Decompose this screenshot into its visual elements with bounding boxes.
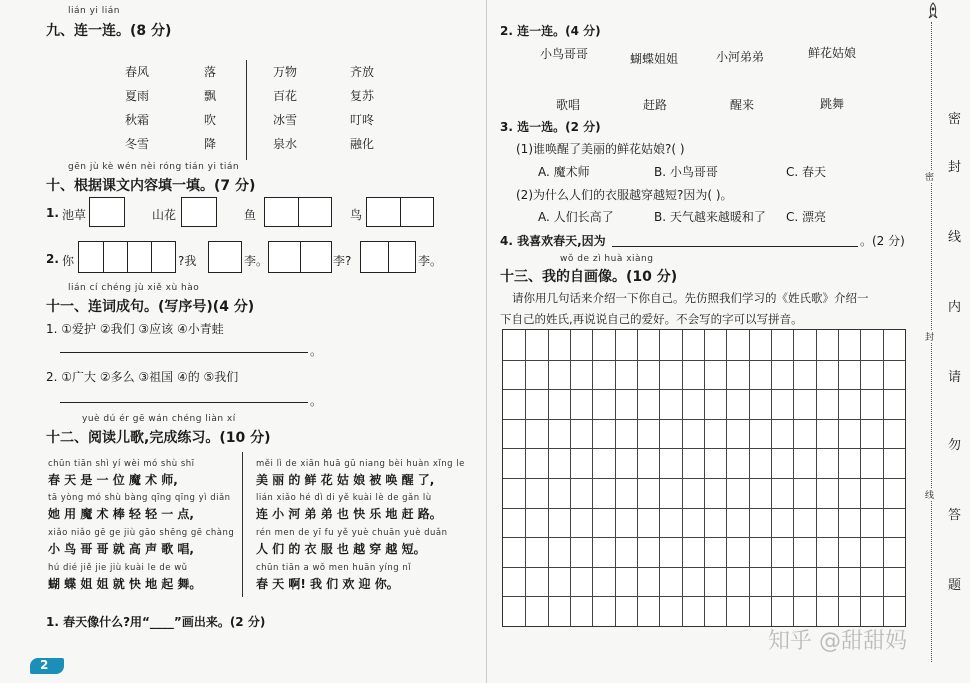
q10-2-e: 李。 [418,254,443,268]
q12-right-pinyin: rén men de yī fu yě yuè chuān yuè duǎn [256,528,448,538]
q9-col1-word[interactable]: 夏雨 [125,89,150,103]
r-q2-bottom-3: 醒来 [730,98,755,112]
q12-right-line: 连 小 河 弟 弟 也 快 乐 地 赶 路。 [256,507,442,521]
q12-pinyin: yuè dú ér gē wán chéng liàn xí [82,414,236,424]
q12-left-line: 她 用 魔 术 棒 轻 轻 一 点, [48,507,194,521]
q10-2-num: 2. [46,252,59,266]
writing-grid[interactable] [502,329,906,627]
q12-left-pinyin: chūn tiān shì yí wèi mó shù shī [48,459,195,469]
r-q3-b-opt-a[interactable]: A. 人们长高了 [538,210,614,224]
q10-1-box-d[interactable] [366,197,434,227]
q9-col3-word[interactable]: 泉水 [273,137,298,151]
r-q13-p1: 请你用几句话来介绍一下你自己。先仿照我们学习的《姓氏歌》介绍一 [512,291,869,305]
q10-1-box-b[interactable] [181,197,217,227]
grid-row-line [503,360,905,361]
q10-1-b: 山花 [152,208,177,222]
q11-dot-2: 。 [310,394,323,408]
q10-2-c: 李。 [244,254,269,268]
q12-title: 十二、阅读儿歌,完成练习。(10 分) [46,430,271,446]
watermark: 知乎 @甜甜妈 [768,629,907,654]
r-q13-title: 十三、我的自画像。(10 分) [500,269,678,285]
r-q13-pinyin: wǒ de zì huà xiàng [560,254,654,264]
q12-right-line: 人 们 的 衣 服 也 越 穿 越 短。 [256,542,426,556]
binding-char-small: 封 [925,330,934,343]
q9-col4-word[interactable]: 融化 [350,137,375,151]
q10-2-b: ?我 [178,254,197,268]
r-q3-b-opt-b[interactable]: B. 天气越来越暖和了 [654,210,766,224]
q10-1-num: 1. [46,206,59,220]
r-q4-tail: 。(2 分) [860,234,905,248]
r-q2-top-4: 鲜花姑娘 [808,46,857,60]
q10-2-box-b[interactable] [208,241,242,273]
q10-1-box-c[interactable] [264,197,332,227]
binding-char: 封 [948,156,961,175]
q10-2-d: 李? [333,254,352,268]
q9-col4-word[interactable]: 叮咚 [350,113,375,127]
r-q3-a-opt-c[interactable]: C. 春天 [786,165,827,179]
q12-question-1: 1. 春天像什么?用“____”画出来。(2 分) [46,615,266,629]
q12-left-line: 春 天 是 一 位 魔 术 师, [48,473,178,487]
q10-1-d: 鸟 [350,208,363,222]
r-q3-title: 3. 选一选。(2 分) [500,120,601,134]
r-q2-bottom-1: 歌唱 [556,98,581,112]
r-q2-bottom-4: 跳舞 [820,97,845,111]
q9-pinyin: lián yi lián [68,6,120,16]
binding-char: 答 [948,504,961,523]
r-q2-top-1: 小鸟哥哥 [540,47,589,61]
q10-pinyin: gēn jù kè wén nèi róng tián yi tián [68,162,240,172]
q9-col3-word[interactable]: 万物 [273,65,298,79]
grid-row-line [503,448,905,449]
q9-col2-word[interactable]: 降 [204,137,217,151]
grid-row-line [503,567,905,568]
q9-title: 九、连一连。(8 分) [46,23,172,39]
q11-sentence-1: 1. ①爱护 ②我们 ③应该 ④小青蛙 [46,322,224,336]
q9-col4-word[interactable]: 复苏 [350,89,375,103]
grid-row-line [503,508,905,509]
q12-left-pinyin: hú dié jiě jie jiù kuài le de wǔ [48,563,188,573]
binding-char: 题 [948,574,961,593]
q9-col3-word[interactable]: 百花 [273,89,298,103]
q9-col4-word[interactable]: 齐放 [350,65,375,79]
q12-right-line: 美 丽 的 鲜 花 姑 娘 被 唤 醒 了, [256,473,435,487]
q10-2-box-d[interactable] [360,241,416,273]
r-q3-a-opt-b[interactable]: B. 小鸟哥哥 [654,165,718,179]
binding-char: 内 [948,296,961,315]
r-q2-top-3: 小河弟弟 [716,50,765,64]
q11-title: 十一、连词成句。(写序号)(4 分) [46,299,255,315]
q11-answer-line-1[interactable] [60,352,308,353]
q9-col2-word[interactable]: 吹 [204,113,217,127]
q9-col3-word[interactable]: 冰雪 [273,113,298,127]
r-q13-p2: 下自己的姓氏,再说说自己的爱好。不会写的字可以写拼音。 [500,312,803,326]
q12-right-pinyin: měi lì de xiān huā gū niang bèi huàn xǐng le [256,459,465,469]
page-number: 2 [40,658,49,672]
binding-char: 勿 [948,434,961,453]
r-q2-title: 2. 连一连。(4 分) [500,24,601,38]
grid-row-line [503,419,905,420]
q10-1-box-a[interactable] [89,197,125,227]
q12-left-pinyin: xiǎo niǎo gē ge jiù gāo shēng gē chàng [48,528,235,538]
r-q3-a: (1)谁唤醒了美丽的鲜花姑娘?( ) [516,142,685,156]
page-number-badge [30,658,64,674]
grid-row-line [503,596,905,597]
q10-2-box-c[interactable] [268,241,332,273]
binding-char-small: 线 [925,488,934,501]
q9-divider [246,60,247,160]
q9-col1-word[interactable]: 冬雪 [125,137,150,151]
r-q3-b: (2)为什么人们的衣服越穿越短?因为( )。 [516,188,733,202]
q10-1-c: 鱼 [244,208,257,222]
q11-answer-line-2[interactable] [60,402,308,403]
rocket-icon [926,2,940,20]
q12-left-line: 蝴 蝶 姐 姐 就 快 地 起 舞。 [48,577,202,591]
q12-right-pinyin: chūn tiān a wǒ men huān yíng nǐ [256,563,412,573]
q10-2-box-a[interactable] [78,241,176,273]
q9-col1-word[interactable]: 秋霜 [125,113,150,127]
r-q4-answer-line[interactable] [612,246,858,247]
q10-1-a: 池草 [62,208,87,222]
binding-char: 线 [948,226,961,245]
r-q4-text: 4. 我喜欢春天,因为 [500,234,606,248]
q10-title: 十、根据课文内容填一填。(7 分) [46,178,256,194]
r-q3-a-opt-a[interactable]: A. 魔术师 [538,165,590,179]
q12-left-line: 小 鸟 哥 哥 就 高 声 歌 唱, [48,542,194,556]
r-q2-bottom-2: 赶路 [643,98,668,112]
q11-sentence-2: 2. ①广大 ②多么 ③祖国 ④的 ⑤我们 [46,370,239,384]
q12-left-pinyin: tā yòng mó shù bàng qīng qīng yì diǎn [48,493,231,503]
grid-row-line [503,389,905,390]
grid-row-line [503,478,905,479]
binding-char-small: 密 [925,170,934,183]
q9-col2-word[interactable]: 落 [204,65,217,79]
binding-char: 请 [948,366,961,385]
q11-pinyin: lián cí chéng jù xiě xù hào [68,283,200,293]
q9-col2-word[interactable]: 飘 [204,89,217,103]
q10-2-a: 你 [62,254,75,268]
q9-col1-word[interactable]: 春风 [125,65,150,79]
q12-divider [242,452,243,597]
grid-row-line [503,537,905,538]
q12-right-pinyin: lián xiǎo hé dì di yě kuài lè de gǎn lù [256,493,432,503]
r-q2-top-2: 蝴蝶姐姐 [630,52,679,66]
r-q3-b-opt-c[interactable]: C. 漂亮 [786,210,827,224]
q12-right-line: 春 天 啊! 我 们 欢 迎 你。 [256,577,399,591]
binding-char: 密 [948,108,961,127]
page-spine [486,0,487,683]
q11-dot-1: 。 [310,344,323,358]
